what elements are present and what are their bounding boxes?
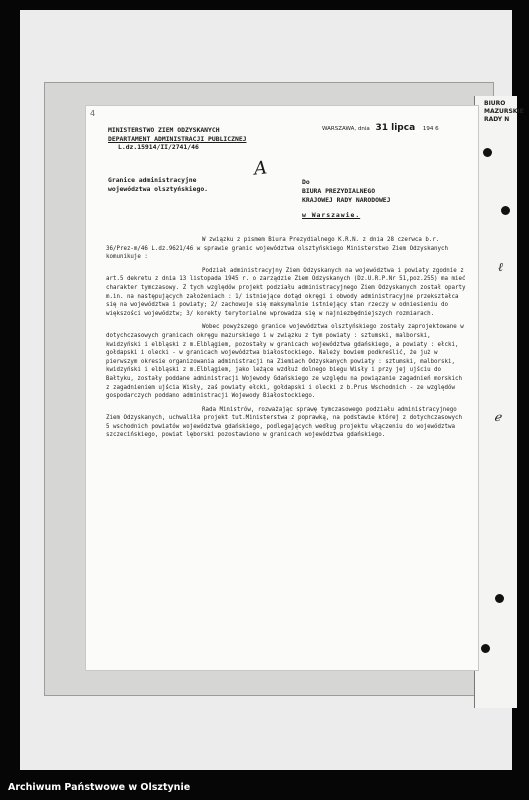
date-value: 31 lipca [375, 123, 416, 133]
department-name: DEPARTAMENT ADMINISTRACJI PUBLICZNEJ [108, 134, 247, 143]
ministry-name: MINISTERSTWO ZIEM ODZYSKANYCH [108, 126, 220, 134]
letter-page [86, 106, 478, 670]
binder-hole [481, 644, 490, 653]
body-paragraph: Rada Ministrów, rozważając sprawę tymczasowego podziału administracyjnego Ziem Odzyskanych, uchwaliła projekt tut.Ministerstwa z poprawką, na podstawie której z dotychczasowych 5 wschodnich powiatów województwa gdańskiego, podlegających według projektu włączeniu do województwa szczecińskiego, powiat lęborski pozostawiono w granicach województwa gdańskiego. [106, 406, 466, 439]
date-line [322, 123, 472, 133]
adjacent-page-edge [474, 96, 524, 708]
addressee-line: KRAJOWEJ RADY NARODOWEJ [302, 196, 391, 204]
addressee-prefix: Do [302, 178, 310, 186]
year-value: 194 6 [422, 126, 439, 132]
binder-hole [483, 148, 492, 157]
addressee-city: w Warszawie. [302, 211, 361, 219]
subject-block [108, 176, 208, 194]
office-stamp: BIURO MAZURSKIE RADY N [484, 100, 524, 123]
archive-caption: Archiwum Państwowe w Olsztynie [8, 782, 191, 793]
margin-scribble: ℓ [498, 260, 503, 274]
addressee-line: BIURA PREZYDIALNEGO [302, 187, 376, 195]
margin-scribble: ℯ [494, 410, 502, 424]
binder-hole [501, 206, 510, 215]
letter-body [106, 236, 468, 445]
subject-line: województwa olsztyńskiego. [108, 185, 209, 193]
addressee-block [302, 178, 391, 220]
place-label: WARSZAWA, dnia [322, 126, 370, 132]
page-index: 4 [90, 109, 96, 118]
handwritten-mark: A [252, 157, 269, 180]
body-paragraph: Wobec powyższego granice województwa olsztyńskiego zostały zaprojektowane w dotychczasowych granicach okręgu mazurskiego i w związku z tym powiaty : sztumski, malborski, kwidzyński i elbląski z m.Elblągiem, pozostały w granicach województwa gdańskiego, a powiaty : ełcki, gołdapski i olecki - w granicach województwa białostockiego. Należy bowiem podkreślić, że już w pierwszym okresie organizowania administracji na Ziemiach Odzyskanych powiaty : sztumski, malborski, kwidzyński i elbląski z m.Elblągiem, jako leżące wzdłuż dolnego biegu Wisły i przy jej ujściu do Bałtyku, zostały poddane administracji Wojewody Gdańskiego ze względu na powiązanie zagadnień morskich z zagadnieniem ujścia Wisły, zaś powiaty ełcki, gołdapski i olecki z b.Prus Wschodnich - ze względów gospodarczych poddano administracji Wojewody Białostockiego. [106, 324, 468, 400]
body-paragraph: W związku z pismem Biura Prezydialnego K.R.N. z dnia 28 czerwca b.r. 36/Prez-m/46 L.dz.9621/46 w sprawie granic województwa olsztyńskiego Ministerstwo Ziem Odzyskanych komunikuje : [106, 237, 452, 261]
subject-line: Granice administracyjne [108, 176, 197, 184]
body-paragraph: Podział administracyjny Ziem Odzyskanych na województwa i powiaty zgodnie z art.5 dekretu z dnia 13 listopada 1945 r. o zarządzie Ziem Odzyskanych (Dz.U.R.P.Nr 51,poz.255) ma mieć charakter tymczasowy. Z tych względów projekt podziału administracyjnego Ziem Odzyskanych został oparty m.in. na następujących założeniach : 1/ istniejące dotąd okręgi i obwody administracyjne przekształca się na województwa i powiaty; 2/ zachowuje się maksymalnie istniejący stan rzeczy w odniesieniu do większości województw; 3/ korekty terytorialne wprowadza się w najniezbędniejszych rozmiarach. [106, 267, 469, 317]
binder-hole [495, 594, 504, 603]
letterhead [108, 126, 247, 152]
reference-number: L.dz.15914/II/2741/46 [118, 143, 199, 151]
